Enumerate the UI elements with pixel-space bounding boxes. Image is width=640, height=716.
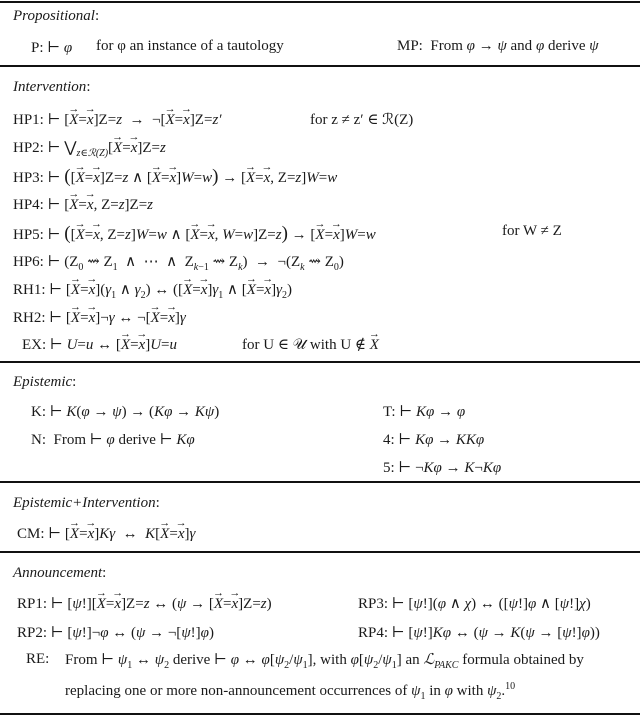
axiom-rh2: RH2: ⊢ [→ X=→ x]¬γ ↔ ¬[→ X=→ x]γ xyxy=(13,308,186,327)
heading-colon: : xyxy=(155,495,160,511)
axiom-hp2: HP2: ⊢ $⋁_{z\in ℛ(Z)}[\to X=\to x]Z=z$ xyxy=(13,138,166,159)
axiom-label: CM: xyxy=(17,526,45,542)
section-heading xyxy=(13,8,99,25)
axiom-label: 4: xyxy=(383,432,395,448)
heading-colon: : xyxy=(94,8,100,24)
section-heading xyxy=(13,374,76,391)
axiom-hp6: HP6: ⊢ ($Z_0$ ⇝ $Z_1$ ∧ ⋯ ∧ $Z_{k-1}$ ⇝ $Z_k$) → $\neg(Z_k$ ⇝ $Z_0$) xyxy=(13,254,344,273)
axiom-mp: MP: From φ → ψ and φ derive ψ xyxy=(397,38,599,54)
axiom-label: N: xyxy=(31,432,46,448)
axiom-ex: EX: ⊢ U=u ↔ [→ X=→ x]U=u xyxy=(22,335,177,354)
axiom-rp3: RP3: ⊢ [ψ!](φ ∧ χ) ↔ ([ψ!]φ ∧ [ψ!]χ) xyxy=(358,596,591,612)
heading-text: Epistemic xyxy=(13,374,73,390)
axiom-label: 5: xyxy=(383,460,395,476)
rule-after-epistemic-intervention xyxy=(0,551,640,553)
axiom-label: RH2: xyxy=(13,310,46,326)
rule-after-epistemic xyxy=(0,481,640,483)
axiom-label: HP3: xyxy=(13,170,44,186)
axiom-label: RP3: xyxy=(358,596,389,612)
heading-text: Epistemic+Intervention xyxy=(13,495,156,511)
axiom-label: HP4: xyxy=(13,197,44,213)
heading-text: Intervention xyxy=(13,79,87,95)
axiom-rp4: RP4: ⊢ [ψ!]Kφ ↔ (ψ → K(ψ → [ψ!]φ)) xyxy=(358,625,600,641)
axiom-hp4: HP4: ⊢ [→ X=→ x, Z=z]Z=z xyxy=(13,195,153,214)
axiom-rh1: RH1: ⊢ [→ $X=\to x](\gamma_1$ ∧ $\gamma_2$) ↔ ([→ $X=\to x]\gamma_1$ ∧ [→ $X=\to x]\gamma_2$) xyxy=(13,280,292,301)
axiom-hp3: HP3: ⊢ ([→ X=→ x]Z=z ∧ [→ X=→ x]W=w) → [→ X=→ x, Z=z]W=w xyxy=(13,166,337,188)
rule-after-propositional xyxy=(0,65,640,67)
axiom-n: N: From ⊢ φ derive ⊢ Kφ xyxy=(31,432,195,448)
axiom-t: T: ⊢ Kφ → φ xyxy=(383,404,466,420)
axiom-label: HP6: xyxy=(13,254,44,270)
bottom-rule xyxy=(0,713,640,715)
axiom-hp5: HP5: ⊢ ([→ X=→ x, Z=z]W=w ∧ [→ X=→ x, W=w]Z=z) → [→ X=→ x]W=w xyxy=(13,223,376,245)
heading-colon: : xyxy=(102,565,107,581)
axiom-ex-condition: for U ∈ 𝒰 with U ∉ → X xyxy=(242,335,379,354)
axiom-5: 5: ⊢ ¬Kφ → K¬Kφ xyxy=(383,460,502,476)
axiom-label: P: xyxy=(31,40,44,56)
axiom-label: RP2: xyxy=(17,625,48,641)
axiom-p-condition: for φ an instance of a tautology xyxy=(96,38,284,54)
axiom-cm: CM: ⊢ [→ X=→ x]Kγ ↔ K[→ X=→ x]γ xyxy=(17,524,195,543)
condition-text: for U ∈ 𝒰 with U ∉ xyxy=(242,337,370,353)
heading-colon: : xyxy=(86,79,91,95)
axiom-label: RP1: xyxy=(17,596,48,612)
heading-text: Propositional xyxy=(13,8,95,24)
footnote-marker[interactable]: 10 xyxy=(505,681,516,692)
axiom-label: HP1: xyxy=(13,112,44,128)
axiom-label: MP: xyxy=(397,38,423,54)
axiom-p: P: ⊢ φ xyxy=(31,40,73,56)
axiom-label: HP5: xyxy=(13,227,44,243)
axiom-hp1-condition: for z ≠ z′ ∈ ℛ(Z) xyxy=(310,112,414,128)
axiom-4: 4: ⊢ Kφ → KKφ xyxy=(383,432,485,448)
axiom-label: K: xyxy=(31,404,46,420)
rule-after-intervention xyxy=(0,361,640,363)
axiom-hp5-condition: for W ≠ Z xyxy=(502,223,562,239)
top-rule xyxy=(0,1,640,3)
axiom-label: RH1: xyxy=(13,282,46,298)
heading-text: Announcement xyxy=(13,565,103,581)
axiom-k: K: ⊢ K(φ → ψ) → (Kφ → Kψ) xyxy=(31,404,220,420)
axiom-re-label: RE: xyxy=(26,651,50,667)
axiom-label: RP4: xyxy=(358,625,389,641)
axiom-hp1: HP1: ⊢ [→ X=→ x]Z=z → ¬[→ X=→ x]Z=z′ xyxy=(13,110,222,129)
section-heading xyxy=(13,495,160,512)
heading-colon: : xyxy=(72,374,77,390)
axiom-label: EX: xyxy=(22,337,47,353)
axiom-re: From ⊢ $\psi_1$ ↔ $\psi_2$ derive ⊢ φ ↔ $\varphi[\psi_2/\psi_1]$, with $\varphi[\psi_2/\psi_1]$ an ℒ$_{PAKC}$ formula obtained by replacing one or more non-announcement occurrences of $\psi_1$ in φ with $\psi_2.^{10}$ xyxy=(65,652,584,702)
axiom-label: HP2: xyxy=(13,140,44,156)
section-heading xyxy=(13,565,106,582)
axiom-label: T: xyxy=(383,404,396,420)
section-heading xyxy=(13,79,90,96)
axiom-rp1: RP1: ⊢ [ψ!][→ X=→ x]Z=z ↔ (ψ → [→ X=→ x]Z=z) xyxy=(17,594,272,613)
axiom-rp2: RP2: ⊢ [ψ!]¬φ ↔ (ψ → ¬[ψ!]φ) xyxy=(17,625,214,641)
